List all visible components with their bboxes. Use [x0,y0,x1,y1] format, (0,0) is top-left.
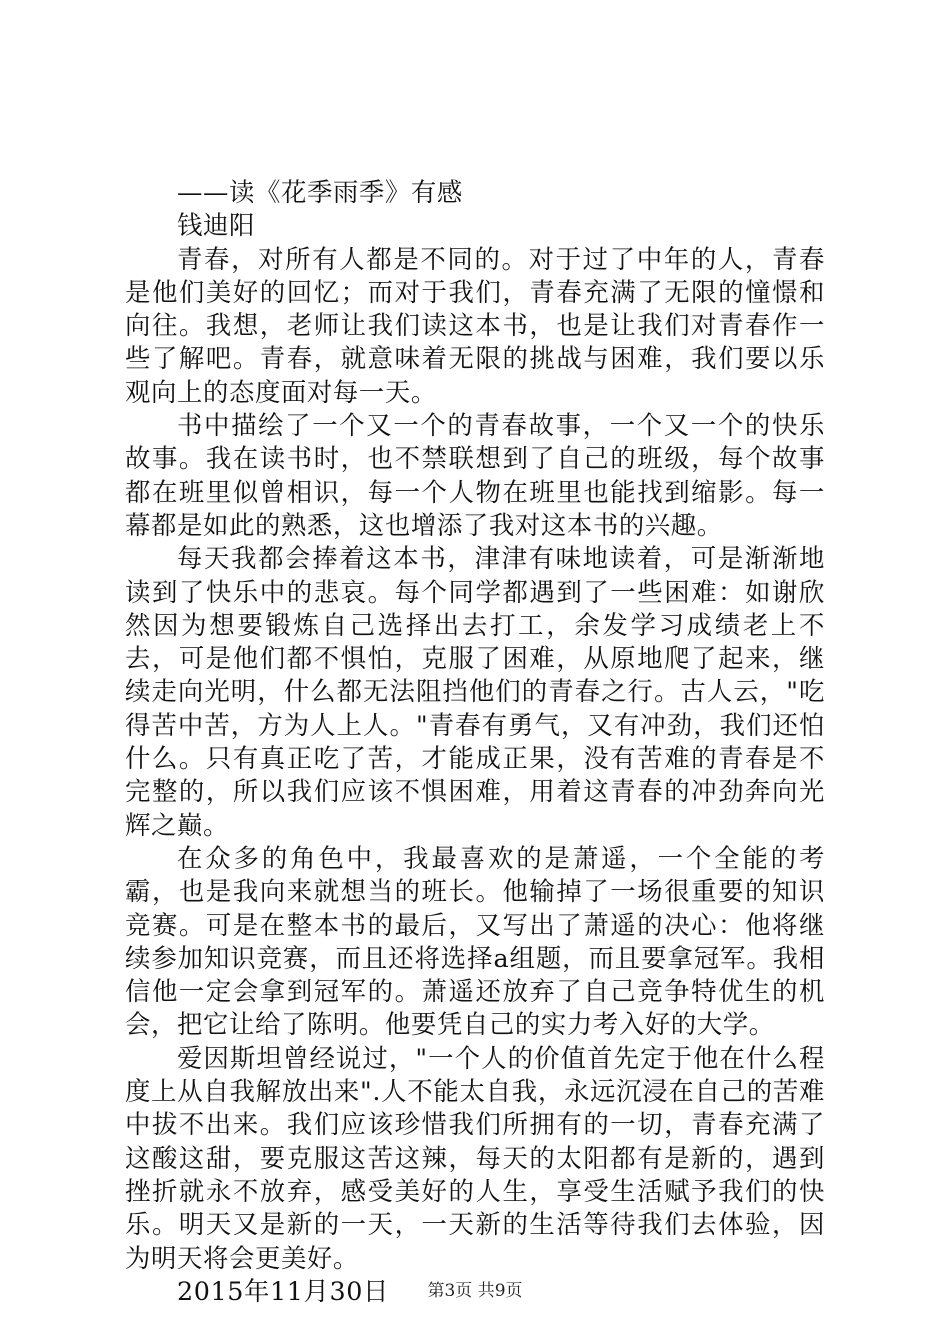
paragraph-4: 在众多的角色中，我最喜欢的是萧遥，一个全能的考霸，也是我向来就想当的班长。他输掉了一场很重要的知识竞赛。可是在整本书的最后，又写出了萧遥的决心：他将继续参加知识竞赛，而且还将选择a组题，而且要拿冠军。我相信他一定会拿到冠军的。萧遥还放弃了自己竞争特优生的机会，把它让给了陈明。他要凭自己的实力考入好的大学。 [125,842,825,1040]
paragraph-5: 爱因斯坦曾经说过，"一个人的价值首先定于他在什么程度上从自我解放出来".人不能太自我，永远沉浸在自己的苦难中拔不出来。我们应该珍惜我们所拥有的一切，青春充满了这酸这甜，要克服这苦这辣，每天的太阳都有是新的，遇到挫折就永不放弃，感受美好的人生，享受生活赋予我们的快乐。明天又是新的一天，一天新的生活等待我们去体验，因为明天将会更美好。 [125,1042,825,1273]
paragraph-2: 书中描绘了一个又一个的青春故事，一个又一个的快乐故事。我在读书时，也不禁联想到了自己的班级，每个故事都在班里似曾相识，每一个人物在班里也能找到缩影。每一幕都是如此的熟悉，这也增添了我对这本书的兴趣。 [125,410,825,540]
essay-date: 2015年11月30日 [177,1275,390,1306]
author-name: 钱迪阳 [177,210,255,241]
essay-subtitle: ——读《花季雨季》有感 [177,177,463,207]
page-number-footer: 第3页 共9页 [427,1281,523,1301]
document-body [125,176,825,1308]
paragraph-3: 每天我都会捧着这本书，津津有味地读着，可是渐渐地读到了快乐中的悲哀。每个同学都遇到了一些困难：如谢欣然因为想要锻炼自己选择出去打工，余发学习成绩老上不去，可是他们都不惧怕，克服了困难，从原地爬了起来，继续走向光明，什么都无法阻挡他们的青春之行。古人云，"吃得苦中苦，方为人上人。"青春有勇气，又有冲劲，我们还怕什么。只有真正吃了苦，才能成正果，没有苦难的青春是不完整的，所以我们应该不惧困难，用着这青春的冲劲奔向光辉之巅。 [125,543,825,840]
paragraph-1: 青春，对所有人都是不同的。对于过了中年的人，青春是他们美好的回忆；而对于我们，青春充满了无限的憧憬和向往。我想，老师让我们读这本书，也是让我们对青春作一些了解吧。青春，就意味着无限的挑战与困难，我们要以乐观向上的态度面对每一天。 [125,243,825,407]
